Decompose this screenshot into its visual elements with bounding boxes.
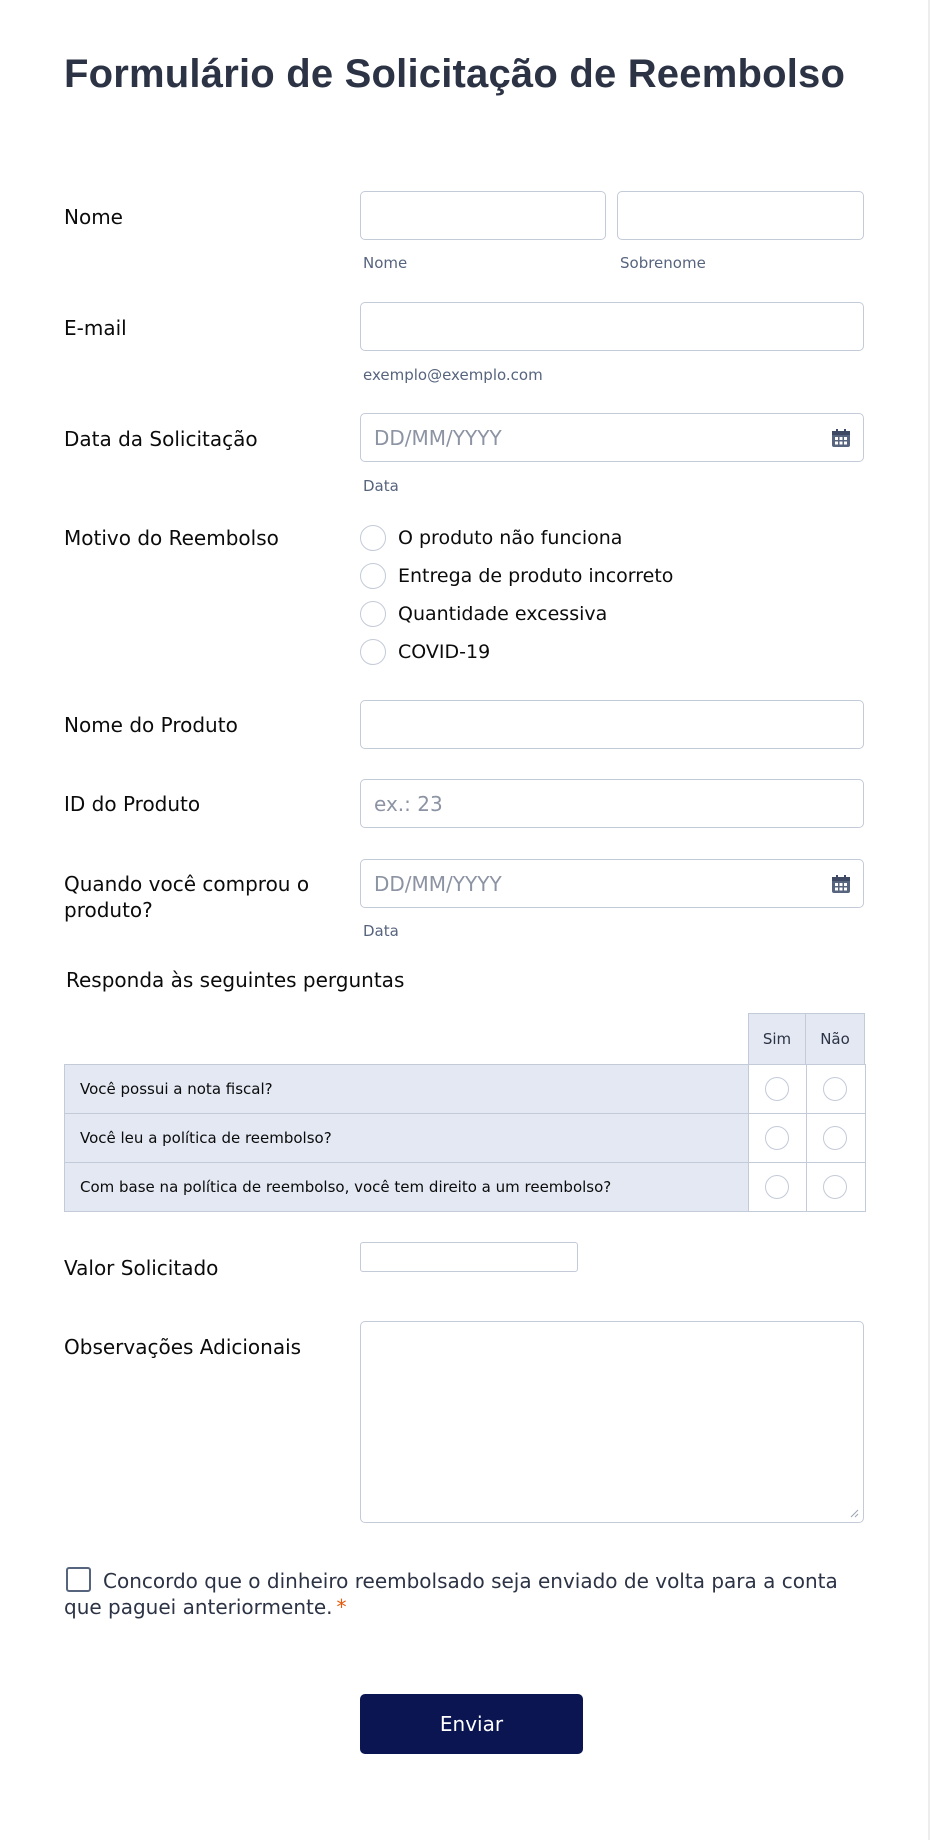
matrix-radio-no[interactable] <box>823 1077 847 1101</box>
notes-textarea[interactable] <box>360 1321 864 1523</box>
matrix-question: Você leu a política de reembolso? <box>65 1114 749 1162</box>
radio-button[interactable] <box>360 563 386 589</box>
matrix-radio-no[interactable] <box>823 1126 847 1150</box>
matrix-row <box>64 1064 866 1114</box>
reason-option[interactable] <box>360 639 490 665</box>
consent-text-block <box>64 1568 864 1620</box>
matrix-radio-no[interactable] <box>823 1175 847 1199</box>
last-name-sublabel: Sobrenome <box>620 254 706 272</box>
reason-option[interactable] <box>360 601 607 627</box>
matrix-col-no: Não <box>805 1013 865 1065</box>
matrix-question: Você possui a nota fiscal? <box>65 1065 749 1113</box>
matrix-radio-yes[interactable] <box>765 1175 789 1199</box>
radio-button[interactable] <box>360 601 386 627</box>
matrix-row <box>64 1113 866 1163</box>
amount-input[interactable] <box>360 1242 578 1272</box>
last-name-input[interactable] <box>617 191 864 240</box>
purchase-date-sublabel: Data <box>363 922 399 940</box>
matrix-col-yes: Sim <box>748 1013 806 1065</box>
email-input[interactable] <box>360 302 864 351</box>
calendar-icon[interactable] <box>831 428 851 448</box>
matrix-divider <box>806 1065 807 1113</box>
radio-button[interactable] <box>360 525 386 551</box>
matrix-divider <box>806 1114 807 1162</box>
reason-option-label: Quantidade excessiva <box>398 603 608 625</box>
matrix-title: Responda às seguintes perguntas <box>66 968 405 992</box>
purchase-date-label: Quando você comprou o produto? <box>64 872 310 922</box>
reason-option[interactable] <box>360 563 673 589</box>
request-date-placeholder: DD/MM/YYYY <box>374 425 502 450</box>
matrix-question: Com base na política de reembolso, você tem direito a um reembolso? <box>65 1163 749 1211</box>
matrix-divider <box>806 1163 807 1211</box>
reason-option[interactable] <box>360 525 622 551</box>
product-id-placeholder: ex.: 23 <box>374 791 443 816</box>
purchase-date-placeholder: DD/MM/YYYY <box>374 871 502 896</box>
required-mark: * <box>336 1595 347 1619</box>
product-name-input[interactable] <box>360 700 864 749</box>
reason-option-label: Entrega de produto incorreto <box>398 565 674 587</box>
request-date-sublabel: Data <box>363 477 399 495</box>
submit-button[interactable]: Enviar <box>360 1694 583 1754</box>
notes-label: Observações Adicionais <box>64 1335 302 1359</box>
reason-label: Motivo do Reembolso <box>64 526 279 550</box>
request-date-input[interactable] <box>360 413 864 462</box>
request-date-label: Data da Solicitação <box>64 427 258 451</box>
radio-button[interactable] <box>360 639 386 665</box>
page-title: Formulário de Solicitação de Reembolso <box>64 52 846 96</box>
resize-handle-icon[interactable] <box>849 1508 859 1518</box>
email-sublabel: exemplo@exemplo.com <box>363 366 543 384</box>
email-label: E-mail <box>64 316 127 340</box>
amount-label: Valor Solicitado <box>64 1256 219 1280</box>
purchase-date-input[interactable] <box>360 859 864 908</box>
matrix-radio-yes[interactable] <box>765 1077 789 1101</box>
product-name-label: Nome do Produto <box>64 713 238 737</box>
calendar-icon[interactable] <box>831 874 851 894</box>
consent-text: Concordo que o dinheiro reembolsado seja enviado de volta para a conta que paguei anteriormente. <box>64 1569 838 1619</box>
reason-option-label: O produto não funciona <box>398 527 623 549</box>
matrix-radio-yes[interactable] <box>765 1126 789 1150</box>
reason-option-label: COVID-19 <box>398 641 491 663</box>
product-id-input[interactable] <box>360 779 864 828</box>
first-name-sublabel: Nome <box>363 254 408 272</box>
product-id-label: ID do Produto <box>64 792 201 816</box>
matrix-row <box>64 1162 866 1212</box>
name-label: Nome <box>64 205 123 229</box>
first-name-input[interactable] <box>360 191 606 240</box>
